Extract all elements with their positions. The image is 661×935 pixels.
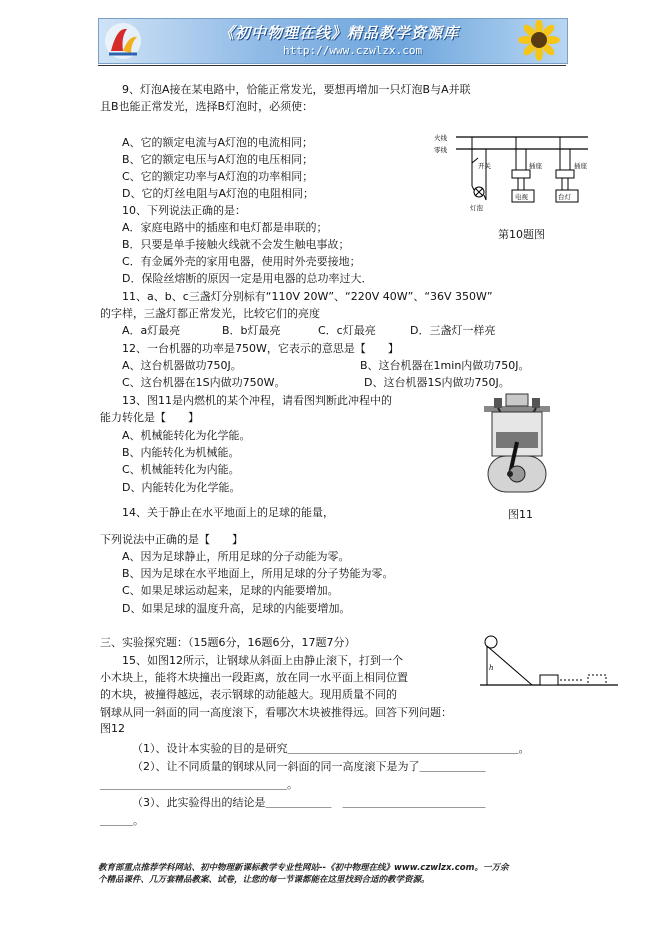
q14-option-d: D、如果足球的温度升高，足球的内能要增加。 [122, 602, 351, 615]
q11-stem-line1: 11、a、b、c三盏灯分别标有“110V 20W”、“220V 40W”、“36V 350W” [122, 290, 493, 303]
footer-line2: 个精品课件、几万套精品教案、试卷，让您的每一节课都能在这里找到合适的教学资源。 [98, 875, 430, 885]
label-neutral-wire: 零线 [434, 146, 447, 154]
label-lamp: 灯泡 [470, 204, 483, 212]
q11-option-c: C．c灯最亮 [318, 324, 376, 337]
q11-stem-line2: 的字样，三盏灯都正常发光，比较它们的亮度 [100, 307, 320, 320]
site-title: 《初中物理在线》精品教学资源库 [219, 24, 460, 42]
q9-option-b: B、它的额定电压与A灯泡的电压相同； [122, 153, 314, 166]
q12-option-c: C、这台机器在1S内做功750W。 [122, 376, 286, 389]
figure-11-engine [480, 392, 554, 496]
q15-sub3-line1: （3）、此实验得出的结论是＿＿＿＿＿＿ ＿＿＿＿＿＿＿＿＿＿＿＿＿ [132, 796, 486, 809]
q9-option-d: D、它的灯丝电阻与A灯泡的电阻相同； [122, 187, 314, 200]
q11-option-b: B．b灯最亮 [222, 324, 281, 337]
engine-diagram [480, 392, 554, 496]
q14-option-a: A、因为足球静止，所用足球的分子动能为零。 [122, 550, 350, 563]
sunflower-icon [509, 20, 563, 62]
label-tv: 电视 [515, 193, 528, 201]
q12-option-d: D、这台机器1S内做功750J。 [364, 376, 510, 389]
q14-stem-line2: 下列说法中正确的是【 】 [100, 533, 243, 546]
q15-sub3-line2: ＿＿＿。 [100, 814, 144, 827]
q10-option-d: D．保险丝熔断的原因一定是用电器的总功率过大． [122, 272, 373, 285]
header-rule [98, 65, 566, 66]
q11-option-d: D．三盏灯一样亮 [410, 324, 496, 337]
q13-option-b: B、内能转化为机械能。 [122, 446, 240, 459]
q13-option-c: C、机械能转化为内能。 [122, 463, 240, 476]
q10-stem: 10、下列说法正确的是： [122, 204, 246, 217]
q9-stem-line2: 且B也能正常发光，选择B灯泡时，必须使： [100, 100, 314, 113]
q10-option-a: A．家庭电路中的插座和电灯都是串联的； [122, 221, 328, 234]
q14-option-b: B、因为足球在水平地面上，所用足球的分子势能为零。 [122, 567, 394, 580]
q12-option-b: B、这台机器在1min内做功750J。 [360, 359, 530, 372]
label-switch: 开关 [478, 162, 491, 170]
q9-option-c: C、它的额定功率与A灯泡的功率相同； [122, 170, 314, 183]
q11-option-a: A．a灯最亮 [122, 324, 181, 337]
q9-option-a: A、它的额定电流与A灯泡的电流相同； [122, 136, 314, 149]
circuit-diagram [434, 128, 590, 228]
site-url[interactable]: http://www.czwlzx.com [283, 44, 423, 57]
q15-sub1: （1）、设计本实验的目的是研究＿＿＿＿＿＿＿＿＿＿＿＿＿＿＿＿＿＿＿＿＿。 [132, 742, 530, 755]
label-socket-1: 插座 [529, 162, 542, 170]
footer-line1: 教育部重点推荐学科网站、初中物理新课标教学专业性网站--《初中物理在线》www.czwlzx.com。一万余 [98, 863, 509, 873]
q15-line1: 15、如图12所示，让钢球从斜面上由静止滚下，打到一个 [122, 654, 403, 667]
page-footer [98, 862, 568, 886]
q15-sub2-line1: （2）、让不同质量的钢球从同一斜面的同一高度滚下是为了＿＿＿＿＿＿ [132, 760, 486, 773]
q13-option-d: D、内能转化为化学能。 [122, 481, 241, 494]
q12-option-a: A、这台机器做功750J。 [122, 359, 242, 372]
figure-12-caption: 图12 [100, 722, 125, 735]
ramp-diagram [480, 632, 620, 690]
q12-stem: 12、一台机器的功率是750W，它表示的意思是【 】 [122, 342, 399, 355]
q14-stem-line1: 14、关于静止在水平地面上的足球的能量， [122, 506, 334, 519]
q15-line2: 小木块上，能将木块撞出一段距离，放在同一水平面上相同位置 [100, 671, 408, 684]
site-logo-icon [103, 21, 143, 61]
figure-10-circuit [434, 128, 590, 228]
q15-line3: 的木块，被撞得越远，表示钢球的动能越大。现用质量不同的 [100, 688, 397, 701]
label-desk-lamp: 台灯 [558, 193, 571, 201]
figure-10-caption: 第10题图 [498, 228, 545, 241]
label-live-wire: 火线 [434, 134, 447, 142]
label-socket-2: 插座 [574, 162, 587, 170]
q13-option-a: A、机械能转化为化学能。 [122, 429, 251, 442]
figure-11-caption: 图11 [508, 508, 533, 521]
q10-option-b: B．只要是单手接触火线就不会发生触电事故； [122, 238, 350, 251]
q15-line4: 钢球从同一斜面的同一高度滚下，看哪次木块被推得远。回答下列问题： [100, 706, 452, 719]
q9-stem-line1: 9、灯泡A接在某电路中，恰能正常发光，要想再增加一只灯泡B与A并联 [122, 83, 471, 96]
q15-sub2-line2: ＿＿＿＿＿＿＿＿＿＿＿＿＿＿＿＿＿。 [100, 778, 298, 791]
q14-option-c: C、如果足球运动起来，足球的内能要增加。 [122, 584, 339, 597]
q13-stem-line1: 13、图11是内燃机的某个冲程，请看图判断此冲程中的 [122, 394, 392, 407]
q10-option-c: C．有金属外壳的家用电器，使用时外壳要接地； [122, 255, 361, 268]
header-banner [98, 18, 568, 64]
section-3-title: 三、实验探究题：（15题6分，16题6分，17题7分） [100, 636, 356, 649]
figure-12-ramp [480, 632, 620, 690]
q13-stem-line2: 能力转化是【 】 [100, 411, 199, 424]
label-height: h [489, 664, 494, 672]
